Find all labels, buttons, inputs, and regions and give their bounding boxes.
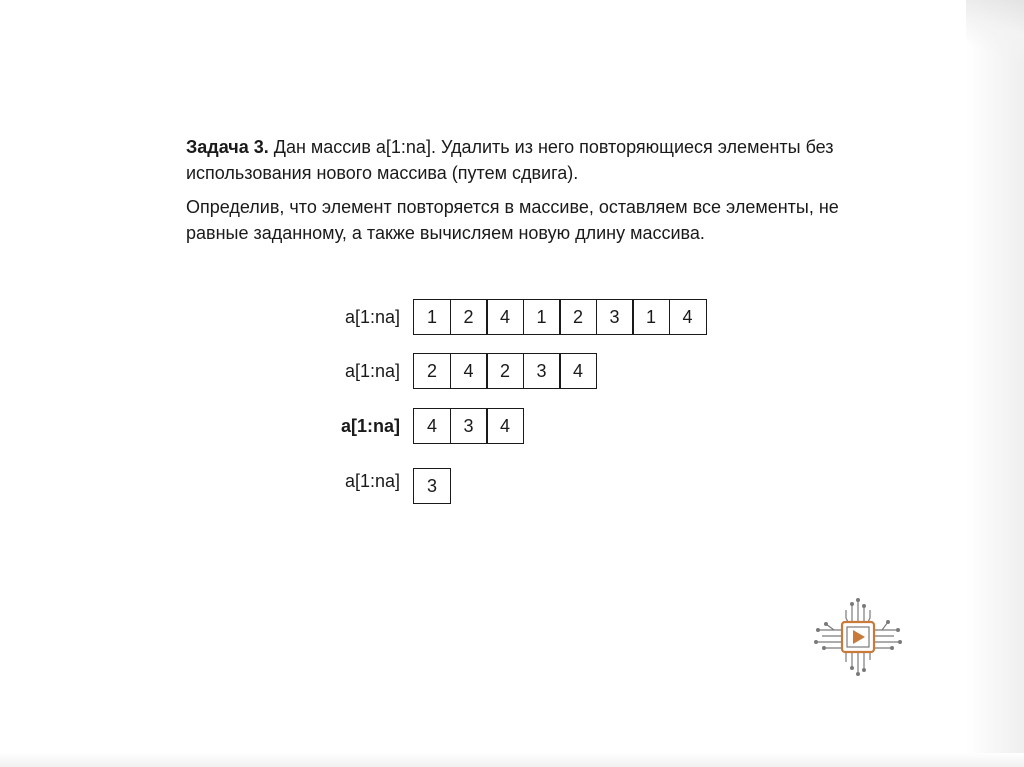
array-cell: 3 (413, 468, 451, 504)
task-statement: Дан массив a[1:na]. Удалить из него повторяющиеся элементы без использования нового массива (путем сдвига). (186, 137, 834, 183)
array-cell: 3 (596, 299, 634, 335)
array-cell: 4 (669, 299, 707, 335)
array-cell: 1 (632, 299, 670, 335)
array-cell: 2 (413, 353, 451, 389)
array-label: a[1:na] (340, 415, 400, 436)
array-row-4 (330, 468, 451, 504)
array-cell: 2 (559, 299, 597, 335)
task-title: Задача 3. (186, 137, 269, 157)
circuit-chip-play-icon (812, 596, 904, 678)
array-cell: 1 (413, 299, 451, 335)
array-cell: 4 (559, 353, 597, 389)
array-label: a[1:na] (344, 306, 400, 327)
array-cell: 4 (413, 408, 451, 444)
array-cell: 4 (486, 408, 524, 444)
task-paragraph-1 (186, 134, 846, 186)
array-cells (413, 299, 707, 335)
task-text (186, 134, 846, 254)
array-cell: 2 (450, 299, 488, 335)
array-row-3 (330, 408, 524, 444)
array-row-2 (330, 353, 597, 389)
array-cell: 4 (450, 353, 488, 389)
array-cell: 3 (450, 408, 488, 444)
array-cell: 2 (486, 353, 524, 389)
array-row-1 (330, 299, 707, 335)
task-paragraph-2: Определив, что элемент повторяется в массиве, оставляем все элементы, не равные заданному, а также вычисляем новую длину массива. (186, 197, 839, 243)
array-cells (413, 353, 597, 389)
array-cell: 4 (486, 299, 524, 335)
array-cells (413, 408, 524, 444)
slide-frame-right (966, 0, 1024, 767)
array-cell: 3 (523, 353, 561, 389)
array-label: a[1:na] (344, 360, 400, 381)
array-cell: 1 (523, 299, 561, 335)
array-label: a[1:na] (344, 470, 400, 491)
array-cells (413, 468, 451, 504)
slide-frame-bottom (0, 753, 1024, 767)
